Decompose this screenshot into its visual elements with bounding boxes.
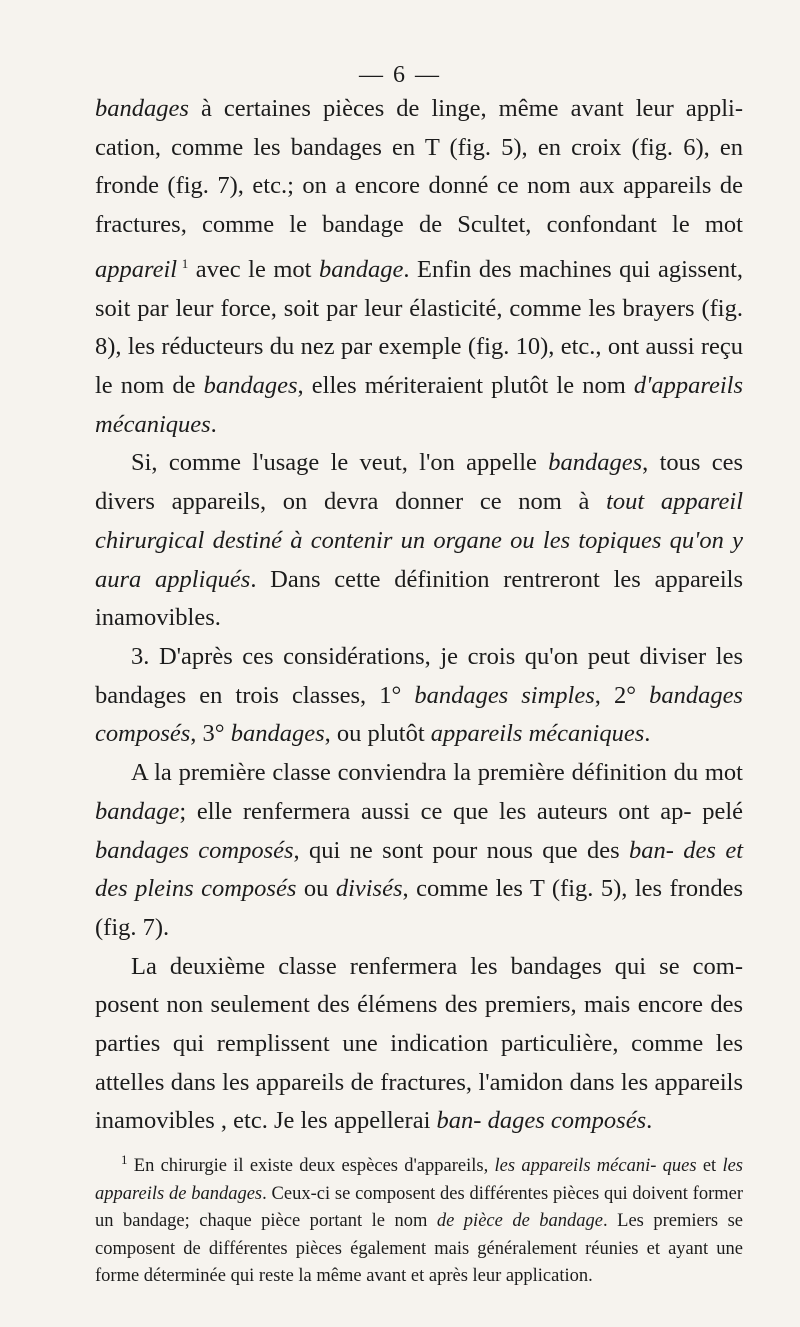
italic-span: d'appareils mécaniques — [95, 372, 743, 438]
text-span: . Ceux-ci se composent des différentes pièces qui doivent former un bandage; chaque pièce portant le nom — [95, 1183, 744, 1232]
text-span: 3. D'après ces considérations, je crois qu'on peut diviser les bandages en trois classes, 1° — [95, 643, 743, 709]
text-span: . Enfin des machines qui agissent, soit par leur force, soit par leur élasticité, comme les brayers (fig. 8), les réducteurs du nez par exemple (fig. 10), etc., ont aussi reçu le nom de — [95, 255, 744, 400]
text-span: , tous ces divers appareils, on devra donner ce nom à — [95, 449, 744, 516]
italic-span: divisés — [335, 875, 403, 903]
text-span: ou — [296, 875, 336, 903]
text-span: La deuxième classe renfermera les bandages qui se com- posent non seulement des élémens des premiers, mais encore des parties qui remplissent une indication particulière, comme les attelles dans les appareils de fractures, l'amidon dans les appareils inamovibles , etc. Je les appellerai — [95, 952, 743, 1135]
paragraph-1 — [95, 90, 743, 444]
text-span: à certaines pièces de linge, même avant leur appli- cation, comme les bandages en T (fig. 5), en croix (fig. 6), en fronde (fig. 7), etc.; on a encore donné ce nom aux appareils de fractures, comme le bandage de Scultet, confondant le mot — [95, 95, 743, 239]
text-span: , 3° — [190, 720, 231, 748]
italic-span: bandages — [230, 720, 325, 748]
text-span: . Dans cette définition rentreront les appareils inamovibles. — [95, 565, 743, 632]
italic-span: appareils mécaniques — [430, 720, 645, 748]
footnote-text — [95, 1146, 743, 1291]
footnote-mark: 1 — [121, 1152, 128, 1167]
italic-span: bandages — [95, 95, 189, 122]
italic-span: bandage — [318, 255, 404, 283]
text-span: , qui ne sont pour nous que des — [293, 836, 630, 864]
italic-span: bandage — [95, 797, 180, 825]
text-span: . Les premiers se composent de différentes pièces également mais généralement réunies et ayant une forme déterminée qui reste la même avant et après leur application. — [95, 1211, 743, 1287]
italic-span: bandages simples — [414, 681, 595, 709]
italic-span: appareil — [95, 255, 178, 283]
main-text — [95, 90, 743, 1141]
paragraph-2 — [95, 444, 743, 638]
italic-span: bandages — [203, 372, 298, 400]
text-span: . — [210, 410, 217, 438]
text-span: ; elle renfermera aussi ce que les auteurs ont ap- pelé — [179, 797, 743, 825]
text-span: , comme les T (fig. 5), les frondes (fig. 7). — [95, 875, 743, 941]
text-span: En chirurgie il existe deux espèces d'appareils, — [127, 1156, 495, 1177]
text-span: , 2° — [594, 681, 650, 709]
text-span: , ou plutôt — [324, 720, 431, 748]
italic-span: tout appareil chirurgical destiné à contenir un organe ou les topiques qu'on y aura appliqués — [95, 488, 743, 593]
footnote-mark: 1 — [177, 255, 189, 271]
italic-span: de pièce de bandage — [436, 1211, 604, 1232]
italic-span: ban- dages composés — [436, 1107, 647, 1135]
footnote — [95, 1146, 743, 1291]
text-span: A la première classe conviendra la première définition du mot — [131, 759, 743, 787]
text-span: Si, comme l'usage le veut, l'on appelle — [131, 449, 549, 477]
paragraph-4 — [95, 754, 743, 948]
italic-span: les appareils de bandages — [95, 1156, 744, 1204]
text-span: et — [696, 1156, 723, 1177]
text-span: . — [646, 1107, 653, 1135]
italic-span: bandages composés — [95, 681, 743, 748]
italic-span: ban- des et des pleins composés — [95, 836, 743, 903]
italic-span: bandages composés — [95, 836, 294, 864]
text-span: , elles mériteraient plutôt le nom — [297, 372, 634, 400]
paragraph-3 — [95, 638, 743, 754]
text-span: avec le mot — [188, 255, 319, 283]
text-span: . — [644, 720, 651, 748]
page-number: — 6 — — [359, 62, 441, 88]
italic-span: bandages — [548, 449, 643, 477]
italic-span: les appareils mécani- ques — [494, 1156, 697, 1177]
paragraph-5 — [95, 948, 743, 1142]
